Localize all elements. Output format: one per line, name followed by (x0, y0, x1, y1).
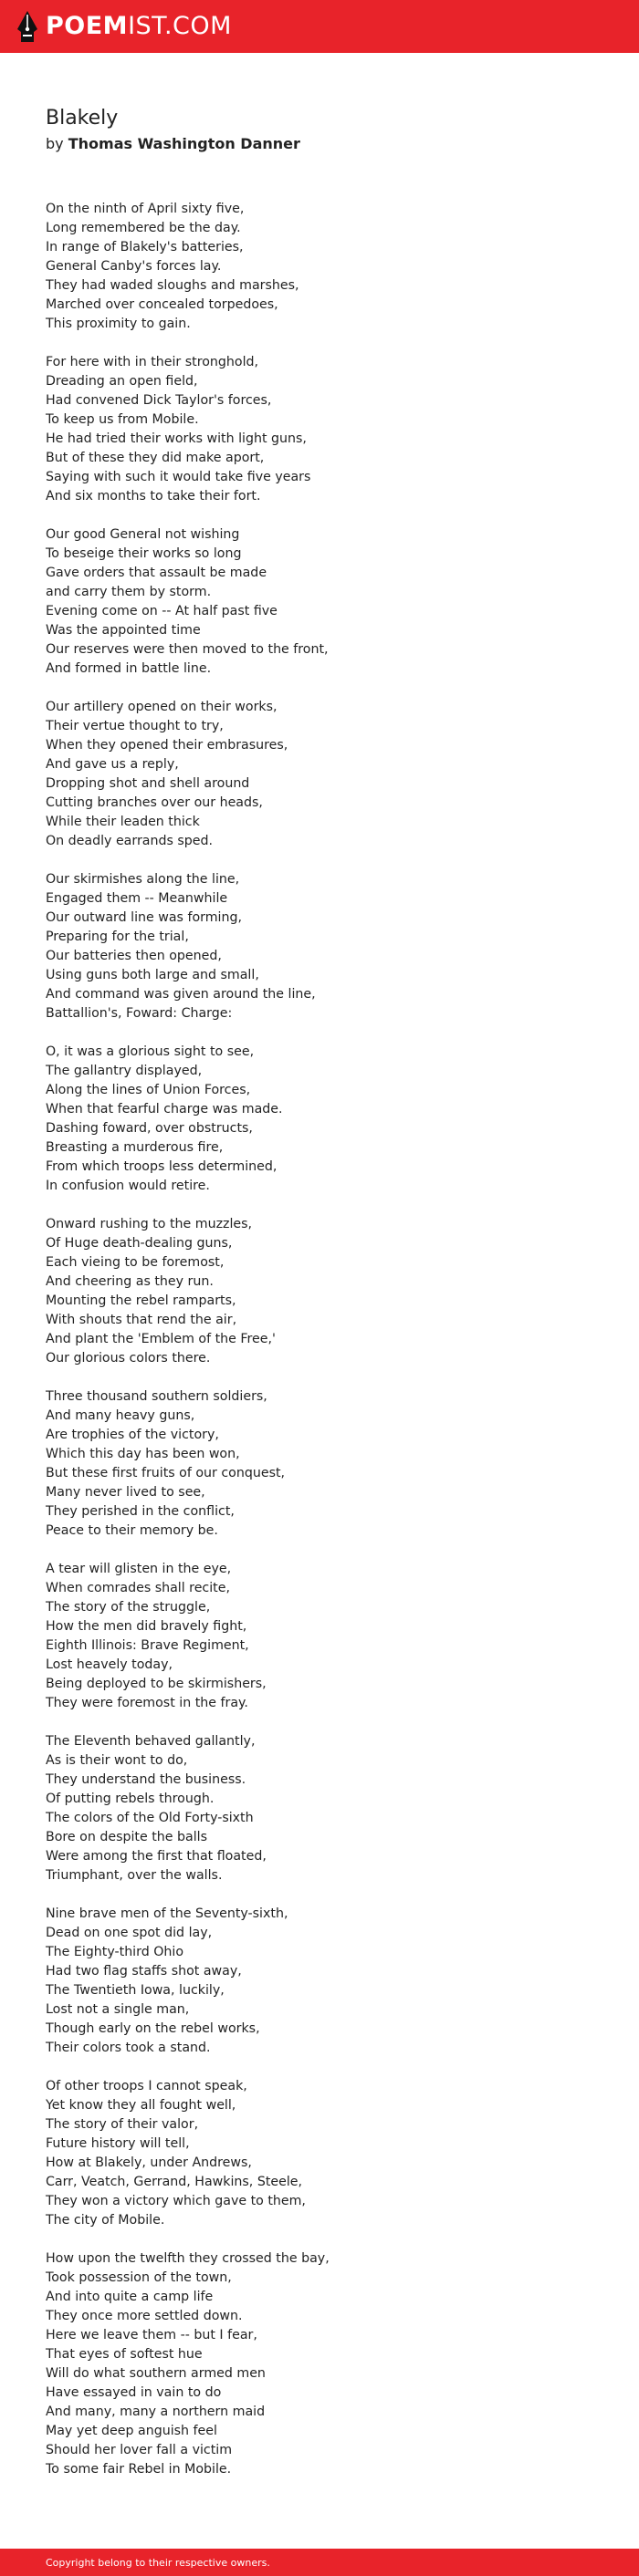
poem-line: Eighth Illinois: Brave Regiment, (46, 1638, 249, 1653)
poem-line: Triumphant, over the walls. (46, 1868, 223, 1883)
poem-line: As is their wont to do, (46, 1753, 188, 1768)
poem-line: And many, many a northern maid (46, 2405, 266, 2419)
poem-line: And gave us a reply, (46, 757, 179, 772)
poem-line: To beseige their works so long (46, 546, 242, 561)
poem-line: That eyes of softest hue (46, 2347, 203, 2362)
poem-line: Three thousand southern soldiers, (46, 1389, 267, 1404)
poem-stanza (46, 1560, 593, 1713)
poem-byline (46, 135, 300, 153)
poem-line: In range of Blakely's batteries, (46, 240, 244, 254)
poem-line: How upon the twelfth they crossed the bay, (46, 2251, 330, 2266)
poem-line: Which this day has been won, (46, 1447, 240, 1461)
poem-line: Along the lines of Union Forces, (46, 1083, 251, 1097)
poem-line: Our outward line was forming, (46, 910, 242, 925)
poem-line: For here with in their stronghold, (46, 355, 259, 369)
poem-line: Using guns both large and small, (46, 968, 259, 982)
poem-line: Had convened Dick Taylor's forces, (46, 393, 272, 408)
poem-line: Dreading an open field, (46, 374, 198, 389)
poem-line: Took possession of the town, (46, 2270, 232, 2285)
poem-line: Dashing foward, over obstructs, (46, 1121, 253, 1136)
poem-line: Onward rushing to the muzzles, (46, 1217, 253, 1231)
poem-line: And formed in battle line. (46, 661, 212, 676)
poem-line: Our good General not wishing (46, 527, 240, 542)
poem-stanza (46, 2249, 593, 2479)
poem-line: And many heavy guns, (46, 1408, 195, 1423)
poem-line: Of Huge death-dealing guns, (46, 1236, 233, 1251)
poem-line: The gallantry displayed, (46, 1064, 203, 1078)
poem-line: Though early on the rebel works, (46, 2021, 260, 2036)
poem-line: Bore on despite the balls (46, 1830, 207, 1844)
logo-light-text: IST.COM (128, 12, 232, 40)
poem-line: Lost not a single man, (46, 2002, 190, 2017)
poem-stanza (46, 1905, 593, 2058)
poem-stanza (46, 1732, 593, 1885)
poem-stanza (46, 200, 593, 334)
poem-line: Had two flag staffs shot away, (46, 1964, 242, 1979)
poem-line: Mounting the rebel ramparts, (46, 1293, 236, 1308)
poem-line: Lost heavely today, (46, 1657, 173, 1672)
poem-line: Should her lover fall a victim (46, 2443, 233, 2457)
poem-line: But of these they did make aport, (46, 451, 265, 465)
poem-line: From which troops less determined, (46, 1159, 278, 1174)
poem-line: Yet know they all fought well, (46, 2098, 236, 2113)
poem-line: Our batteries then opened, (46, 949, 222, 963)
poem-line: Many never lived to see, (46, 1485, 205, 1500)
poem-line: May yet deep anguish feel (46, 2424, 217, 2438)
poem-line: Are trophies of the victory, (46, 1428, 219, 1442)
poem-line: How at Blakely, under Andrews, (46, 2155, 252, 2170)
poem-line: General Canby's forces lay. (46, 259, 222, 274)
poem-line: and carry them by storm. (46, 585, 212, 599)
poem-line: To keep us from Mobile. (46, 412, 199, 427)
poem-title: Blakely (46, 107, 119, 130)
copyright-text: Copyright belong to their respective owners. (46, 2557, 270, 2569)
poem-line: Have essayed in vain to do (46, 2385, 222, 2400)
poem-line: They were foremost in the fray. (46, 1696, 248, 1710)
poem-line: Saying with such it would take five years (46, 470, 311, 484)
poem-line: They once more settled down. (46, 2309, 243, 2323)
poem-line: With shouts that rend the air, (46, 1313, 237, 1327)
poem-line: Our reserves were then moved to the front, (46, 642, 329, 657)
poem-line: When comrades shall recite, (46, 1581, 230, 1595)
poem-line: Dropping shot and shell around (46, 776, 250, 791)
poem-line: Peace to their memory be. (46, 1523, 218, 1538)
poem-line: They had waded sloughs and marshes, (46, 278, 299, 293)
poem-stanza (46, 525, 593, 679)
poem-line: Will do what southern armed men (46, 2366, 266, 2381)
poem-line: The story of their valor, (46, 2117, 199, 2132)
poem-line: Were among the first that floated, (46, 1849, 267, 1864)
site-logo[interactable] (46, 12, 232, 41)
poem-line: Our artillery opened on their works, (46, 700, 278, 714)
poem-body (46, 200, 593, 2498)
poem-line: They won a victory which gave to them, (46, 2194, 306, 2208)
poem-line: Nine brave men of the Seventy-sixth, (46, 1906, 288, 1921)
site-footer (0, 2549, 639, 2576)
poem-stanza (46, 353, 593, 506)
poem-line: The colors of the Old Forty-sixth (46, 1811, 254, 1825)
poem-line: They understand the business. (46, 1772, 246, 1787)
pen-nib-icon[interactable] (16, 10, 38, 43)
poem-line: They perished in the conflict, (46, 1504, 235, 1519)
poem-line: Future history will tell, (46, 2136, 190, 2151)
poem-line: The city of Mobile. (46, 2213, 165, 2228)
poem-line: And into quite a camp life (46, 2290, 214, 2304)
poem-stanza (46, 1387, 593, 1541)
poem-line: To some fair Rebel in Mobile. (46, 2462, 232, 2477)
poem-line: Carr, Veatch, Gerrand, Hawkins, Steele, (46, 2175, 303, 2189)
poem-line: Being deployed to be skirmishers, (46, 1677, 267, 1691)
poem-stanza (46, 1215, 593, 1368)
poem-line: And plant the 'Emblem of the Free,' (46, 1332, 276, 1346)
poem-stanza (46, 1043, 593, 1196)
poem-line: This proximity to gain. (46, 317, 191, 331)
poem-line: Gave orders that assault be made (46, 566, 267, 580)
poem-line: While their leaden thick (46, 815, 200, 829)
poem-line: Each vieing to be foremost, (46, 1255, 225, 1270)
site-header (0, 0, 639, 53)
poem-line: Marched over concealed torpedoes, (46, 297, 278, 312)
poem-line: Here we leave them -- but I fear, (46, 2328, 257, 2342)
poem-line: The Eighty-third Ohio (46, 1945, 184, 1959)
poem-line: And six months to take their fort. (46, 489, 261, 504)
poem-line: How the men did bravely fight, (46, 1619, 247, 1634)
poem-stanza (46, 870, 593, 1023)
poem-line: Dead on one spot did lay, (46, 1926, 213, 1940)
poem-line: In confusion would retire. (46, 1179, 210, 1193)
poem-line: And cheering as they run. (46, 1274, 214, 1289)
poem-author[interactable]: Thomas Washington Danner (68, 135, 300, 152)
poem-line: On deadly earrands sped. (46, 834, 214, 848)
poem-line: Their colors took a stand. (46, 2041, 211, 2055)
poem-line: The story of the struggle, (46, 1600, 211, 1615)
by-label: by (46, 135, 64, 152)
poem-line: Engaged them -- Meanwhile (46, 891, 228, 906)
poem-line: Of other troops I cannot speak, (46, 2079, 247, 2093)
poem-stanza (46, 2077, 593, 2230)
poem-line: When that fearful charge was made. (46, 1102, 283, 1117)
poem-line: Their vertue thought to try, (46, 719, 224, 733)
poem-stanza (46, 698, 593, 851)
poem-line: Cutting branches over our heads, (46, 795, 263, 810)
poem-line: Breasting a murderous fire, (46, 1140, 224, 1155)
poem-line: The Twentieth Iowa, luckily, (46, 1983, 225, 1998)
poem-line: On the ninth of April sixty five, (46, 202, 245, 216)
poem-line: And command was given around the line, (46, 987, 316, 1002)
poem-line: Battallion's, Foward: Charge: (46, 1006, 233, 1021)
poem-line: Long remembered be the day. (46, 221, 241, 235)
poem-line: Was the appointed time (46, 623, 201, 638)
poem-line: A tear will glisten in the eye, (46, 1562, 232, 1576)
poem-line: He had tried their works with light guns, (46, 431, 307, 446)
logo-bold-text: POEM (46, 12, 129, 40)
poem-line: O, it was a glorious sight to see, (46, 1044, 255, 1059)
poem-line: Evening come on -- At half past five (46, 604, 278, 618)
poem-line: Of putting rebels through. (46, 1792, 215, 1806)
poem-line: Our glorious colors there. (46, 1351, 211, 1366)
poem-line: But these first fruits of our conquest, (46, 1466, 286, 1480)
poem-line: Preparing for the trial, (46, 930, 189, 944)
poem-line: Our skirmishes along the line, (46, 872, 240, 887)
poem-line: When they opened their embrasures, (46, 738, 288, 753)
poem-line: The Eleventh behaved gallantly, (46, 1734, 256, 1749)
